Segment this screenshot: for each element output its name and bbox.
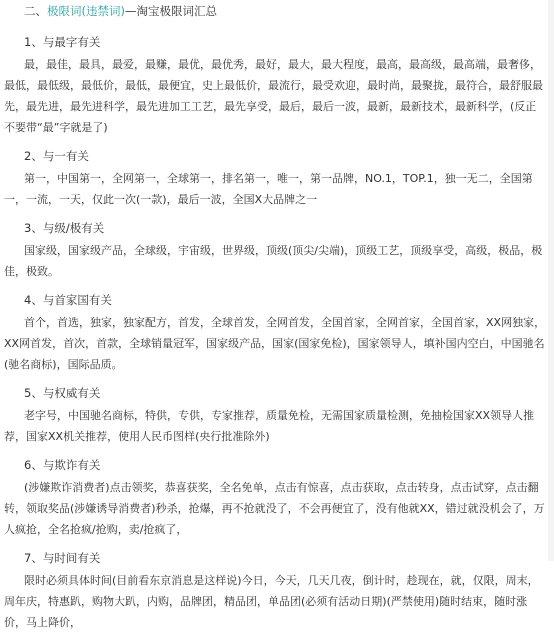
section-heading: 6、与欺诈有关 — [24, 458, 101, 472]
section-body: 第一，中国第一，全网第一，全球第一，排名第一，唯一，第一品牌，NO.1，TOP.1，独一无二，全国第一，一流，一天，仅此一次(一款)，最后一波，全国X大品牌之一 — [4, 172, 533, 206]
section-fraud — [0, 453, 554, 540]
section-body: 国家级，国家级产品，全球级，宇宙级，世界级，顶级(顶尖/尖端)，顶级工艺，顶级享受，高级，极品，极佳，极致。 — [4, 244, 543, 278]
section-authority — [0, 381, 554, 447]
title-prefix: 二、 — [24, 4, 47, 18]
section-first — [0, 144, 554, 210]
section-heading: 5、与权威有关 — [24, 386, 101, 400]
title-suffix: —淘宝极限词汇总 — [124, 4, 217, 18]
section-heading: 4、与首家国有关 — [24, 293, 112, 307]
section-heading: 2、与一有关 — [24, 149, 89, 163]
section-heading: 3、与级/极有关 — [24, 221, 105, 235]
section-level — [0, 216, 554, 282]
document-title — [0, 2, 554, 24]
section-heading: 1、与最字有关 — [24, 35, 101, 49]
section-body: 限时必须具体时间(目前看东京消息是这样说)今日，今天，几天几夜，倒计时，趁现在，就，仅限，周末，周年庆，特惠趴，购物大趴，内购，品牌团，精品团，单品团(必须有活动日期)(严禁使用)随时结束，随时涨价，马上降价， — [4, 574, 539, 629]
section-first-national — [0, 288, 554, 375]
title-highlight: 极限词(违禁词) — [47, 4, 125, 18]
section-body: (涉嫌欺诈消费者)点击领奖，恭喜获奖，全名免单，点击有惊喜，点击获取，点击转身，点击试穿，点击翻转，领取奖品(涉嫌诱导消费者)秒杀，抢爆，再不抢就没了，不会再便宜了，没有他就XX，错过就没机会了，万人疯抢，全名抢疯/抢购，卖/抢疯了， — [4, 481, 545, 536]
section-superlative — [0, 30, 554, 138]
vertical-scrollbar[interactable] — [548, 0, 554, 561]
section-time — [0, 546, 554, 633]
section-heading: 7、与时间有关 — [24, 551, 101, 565]
section-body: 最，最佳，最具，最爱，最赚，最优，最优秀，最好，最大，最大程度，最高，最高级，最高端，最奢侈，最低，最低级，最低价，最低，最便宜，史上最低价，最流行，最受欢迎，最时尚，最聚拢，最符合，最舒服最先，最先进，最先进科学，最先进加工工艺，最先享受，最后，最后一波，最新，最新技术，最新科学，(反正不要带“最”字就是了) — [4, 58, 543, 134]
section-body: 老字号，中国驰名商标，特供，专供，专家推荐，质量免检，无需国家质量检测，免抽检国家XX领导人推荐，国家XX机关推荐，使用人民币图样(央行批准除外) — [4, 409, 535, 443]
section-body: 首个，首选，独家，独家配方，首发，全球首发，全网首发，全国首家，全网首家，全国首家，XX网独家，XX网首发，首次，首款，全球销量冠军，国家级产品，国家(国家免检)，国家领导人，填补国内空白，中国驰名(驰名商标)，国际品质。 — [4, 316, 546, 371]
